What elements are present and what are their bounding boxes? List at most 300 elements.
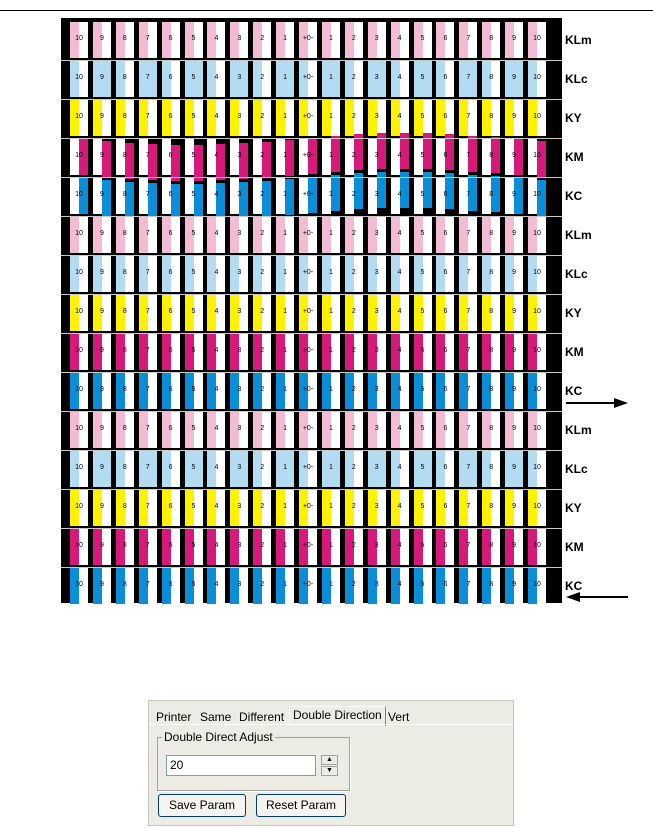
pattern-cell xyxy=(116,217,134,253)
color-row-klc xyxy=(61,61,550,97)
pattern-cell xyxy=(459,295,477,331)
pattern-cell xyxy=(368,490,386,526)
pattern-cell xyxy=(162,22,180,58)
pattern-number: 10 xyxy=(75,542,83,549)
pattern-cell xyxy=(185,412,203,448)
pattern-cell xyxy=(230,100,248,136)
pattern-cell xyxy=(414,256,432,292)
pattern-cell xyxy=(482,568,500,604)
pattern-cell xyxy=(482,373,500,409)
pattern-number: 6 xyxy=(443,191,448,198)
pattern-number: 5 xyxy=(420,464,425,471)
tab-different[interactable]: Different xyxy=(239,710,285,724)
pattern-cell xyxy=(70,373,88,409)
pattern-number: 10 xyxy=(75,308,83,315)
pattern-number: 5 xyxy=(191,269,196,276)
pattern-number: 5 xyxy=(420,269,425,276)
color-row-kc xyxy=(61,178,550,214)
pattern-cell xyxy=(414,412,432,448)
pattern-cell xyxy=(436,61,454,97)
pattern-number: 4 xyxy=(397,191,402,198)
color-label: KM xyxy=(565,540,584,554)
adjust-dialog xyxy=(148,700,514,826)
pattern-number: 7 xyxy=(466,191,471,198)
reset-param-button[interactable]: Reset Param xyxy=(256,794,346,817)
pattern-number: 9 xyxy=(512,581,517,588)
pattern-cell xyxy=(322,139,340,175)
row-separator xyxy=(61,177,562,178)
pattern-number: 10 xyxy=(75,347,83,354)
pattern-cell xyxy=(185,256,203,292)
pattern-number: 7 xyxy=(466,308,471,315)
pattern-cell xyxy=(276,100,294,136)
pattern-cell xyxy=(207,451,225,487)
pattern-cell xyxy=(162,490,180,526)
pattern-cell xyxy=(70,22,88,58)
pattern-number: 9 xyxy=(99,230,104,237)
pattern-cell xyxy=(162,217,180,253)
pattern-cell xyxy=(391,61,409,97)
pattern-number: 4 xyxy=(214,191,219,198)
pattern-number: 4 xyxy=(214,503,219,510)
pattern-number: 7 xyxy=(145,35,150,42)
pattern-cell xyxy=(162,568,180,604)
pattern-cell xyxy=(207,334,225,370)
pattern-number: 4 xyxy=(214,230,219,237)
pattern-cell xyxy=(70,490,88,526)
pattern-cell xyxy=(207,373,225,409)
pattern-cell xyxy=(230,451,248,487)
pattern-number: 5 xyxy=(420,191,425,198)
pattern-cell xyxy=(162,139,180,175)
pattern-number: 4 xyxy=(397,230,402,237)
pattern-number: 8 xyxy=(489,503,494,510)
pattern-number: 3 xyxy=(237,191,242,198)
pattern-cell xyxy=(230,139,248,175)
pattern-cell xyxy=(459,61,477,97)
pattern-cell xyxy=(459,529,477,565)
pattern-number: 8 xyxy=(122,35,127,42)
pattern-number: 8 xyxy=(122,581,127,588)
pattern-number: 8 xyxy=(489,542,494,549)
pattern-cell xyxy=(299,334,317,370)
pattern-cell xyxy=(230,178,248,214)
pattern-number: 9 xyxy=(512,191,517,198)
pattern-number: 7 xyxy=(145,74,150,81)
pattern-cell xyxy=(185,295,203,331)
pattern-cell xyxy=(436,295,454,331)
pattern-cell xyxy=(230,256,248,292)
pattern-cell xyxy=(139,451,157,487)
right-arrow-icon xyxy=(566,396,628,410)
pattern-number: 6 xyxy=(443,308,448,315)
pattern-cell xyxy=(70,568,88,604)
pattern-number: 8 xyxy=(489,386,494,393)
pattern-cell xyxy=(116,295,134,331)
pattern-number: 3 xyxy=(237,347,242,354)
pattern-cell xyxy=(391,178,409,214)
pattern-number: 2 xyxy=(351,230,356,237)
pattern-number: 6 xyxy=(168,542,173,549)
pattern-number: 1 xyxy=(283,152,288,159)
pattern-number: 4 xyxy=(397,542,402,549)
pattern-number: 9 xyxy=(99,503,104,510)
pattern-cell xyxy=(368,256,386,292)
pattern-number: 3 xyxy=(374,386,379,393)
pattern-number: 4 xyxy=(397,74,402,81)
pattern-number: 10 xyxy=(533,230,541,237)
pattern-number: 5 xyxy=(420,542,425,549)
pattern-number: 6 xyxy=(443,269,448,276)
pattern-number: 7 xyxy=(466,152,471,159)
value-spinner xyxy=(321,755,338,776)
pattern-number: 5 xyxy=(191,74,196,81)
pattern-cell xyxy=(253,451,271,487)
pattern-number: 5 xyxy=(420,35,425,42)
pattern-cell xyxy=(70,217,88,253)
pattern-number: +0- xyxy=(302,191,314,198)
color-label: KLm xyxy=(565,228,592,242)
pattern-cell xyxy=(459,373,477,409)
pattern-cell xyxy=(345,178,363,214)
pattern-number: 2 xyxy=(351,35,356,42)
pattern-cell xyxy=(116,373,134,409)
pattern-cell xyxy=(368,61,386,97)
pattern-cell xyxy=(528,568,546,604)
pattern-cell xyxy=(230,217,248,253)
pattern-cell xyxy=(93,529,111,565)
pattern-cell xyxy=(345,529,363,565)
pattern-number: 9 xyxy=(99,191,104,198)
tab-same[interactable]: Same xyxy=(200,710,232,724)
color-label: KM xyxy=(565,345,584,359)
pattern-cell xyxy=(391,100,409,136)
pattern-number: 5 xyxy=(191,35,196,42)
pattern-cell xyxy=(70,334,88,370)
pattern-cell xyxy=(276,568,294,604)
pattern-number: 7 xyxy=(145,425,150,432)
pattern-number: 4 xyxy=(214,542,219,549)
pattern-number: 10 xyxy=(75,74,83,81)
color-label: KC xyxy=(565,384,583,398)
pattern-cell xyxy=(322,178,340,214)
pattern-number: 8 xyxy=(489,464,494,471)
pattern-cell xyxy=(436,451,454,487)
pattern-number: +0- xyxy=(302,503,314,510)
pattern-number: 10 xyxy=(533,269,541,276)
pattern-number: 5 xyxy=(191,503,196,510)
pattern-number: 6 xyxy=(443,581,448,588)
pattern-cell xyxy=(93,568,111,604)
color-row-km xyxy=(61,334,550,370)
pattern-cell xyxy=(391,529,409,565)
tab-vert[interactable]: Vert xyxy=(388,710,410,724)
pattern-number: +0- xyxy=(302,35,314,42)
left-arrow-icon xyxy=(566,590,628,604)
pattern-cell xyxy=(459,22,477,58)
pattern-number: 7 xyxy=(145,581,150,588)
pattern-number: 5 xyxy=(420,113,425,120)
pattern-number: 5 xyxy=(420,425,425,432)
pattern-cell xyxy=(185,490,203,526)
pattern-number: +0- xyxy=(302,113,314,120)
pattern-number: 1 xyxy=(328,74,333,81)
pattern-cell xyxy=(436,412,454,448)
pattern-number: 4 xyxy=(397,425,402,432)
pattern-number: 3 xyxy=(237,113,242,120)
pattern-number: 5 xyxy=(191,542,196,549)
pattern-number: 5 xyxy=(191,581,196,588)
pattern-number: 9 xyxy=(512,464,517,471)
spin-down-icon[interactable]: ▼ xyxy=(321,766,338,776)
pattern-cell xyxy=(414,490,432,526)
pattern-number: 10 xyxy=(75,386,83,393)
pattern-number: 3 xyxy=(374,347,379,354)
pattern-number: 1 xyxy=(283,269,288,276)
pattern-cell xyxy=(528,451,546,487)
pattern-number: 8 xyxy=(122,113,127,120)
pattern-number: 3 xyxy=(237,386,242,393)
pattern-number: 4 xyxy=(397,386,402,393)
adjust-value-input[interactable]: 20 xyxy=(166,755,316,776)
pattern-number: 1 xyxy=(283,464,288,471)
pattern-cell xyxy=(93,334,111,370)
pattern-number: 2 xyxy=(351,425,356,432)
pattern-number: 8 xyxy=(489,581,494,588)
pattern-cell xyxy=(459,568,477,604)
pattern-number: 1 xyxy=(328,386,333,393)
pattern-cell xyxy=(528,61,546,97)
pattern-cell xyxy=(162,529,180,565)
pattern-cell xyxy=(185,61,203,97)
pattern-number: 7 xyxy=(466,74,471,81)
pattern-cell xyxy=(482,412,500,448)
pattern-number: 6 xyxy=(443,113,448,120)
pattern-cell xyxy=(414,178,432,214)
pattern-number: 1 xyxy=(328,152,333,159)
pattern-number: 6 xyxy=(443,35,448,42)
pattern-cell xyxy=(93,22,111,58)
pattern-number: 3 xyxy=(237,464,242,471)
pattern-number: 4 xyxy=(397,347,402,354)
pattern-number: 5 xyxy=(191,152,196,159)
pattern-number: 7 xyxy=(466,503,471,510)
pattern-number: +0- xyxy=(302,386,314,393)
pattern-number: 9 xyxy=(512,425,517,432)
pattern-number: 10 xyxy=(75,230,83,237)
pattern-cell xyxy=(459,490,477,526)
pattern-number: 9 xyxy=(99,386,104,393)
pattern-number: 1 xyxy=(283,74,288,81)
pattern-number: 2 xyxy=(351,152,356,159)
pattern-number: 8 xyxy=(489,308,494,315)
pattern-cell xyxy=(436,178,454,214)
pattern-number: 2 xyxy=(351,542,356,549)
pattern-cell xyxy=(299,373,317,409)
pattern-number: 2 xyxy=(351,308,356,315)
pattern-cell xyxy=(322,373,340,409)
pattern-number: 10 xyxy=(533,74,541,81)
pattern-cell xyxy=(276,256,294,292)
pattern-cell xyxy=(70,451,88,487)
pattern-cell xyxy=(505,256,523,292)
pattern-cell xyxy=(482,139,500,175)
pattern-number: 8 xyxy=(489,347,494,354)
tab-printer[interactable]: Printer xyxy=(156,710,192,724)
pattern-cell xyxy=(116,334,134,370)
pattern-number: 9 xyxy=(512,113,517,120)
pattern-cell xyxy=(253,295,271,331)
tab-double-direction[interactable]: Double Direction xyxy=(289,706,386,726)
pattern-cell xyxy=(116,412,134,448)
pattern-number: 1 xyxy=(328,425,333,432)
row-separator xyxy=(61,489,562,490)
pattern-cell xyxy=(139,295,157,331)
pattern-cell xyxy=(505,451,523,487)
pattern-cell xyxy=(207,61,225,97)
pattern-number: 10 xyxy=(533,386,541,393)
save-param-button[interactable]: Save Param xyxy=(158,794,246,817)
pattern-cell xyxy=(482,490,500,526)
spin-up-icon[interactable]: ▲ xyxy=(321,755,338,765)
pattern-number: 7 xyxy=(466,35,471,42)
pattern-cell xyxy=(139,100,157,136)
pattern-cell xyxy=(505,529,523,565)
pattern-number: 10 xyxy=(75,503,83,510)
pattern-cell xyxy=(391,490,409,526)
pattern-cell xyxy=(505,412,523,448)
pattern-number: 2 xyxy=(351,347,356,354)
pattern-number: +0- xyxy=(302,152,314,159)
pattern-number: 1 xyxy=(328,113,333,120)
pattern-number: 8 xyxy=(489,152,494,159)
pattern-cell xyxy=(93,178,111,214)
color-label: KLc xyxy=(565,72,588,86)
pattern-number: 8 xyxy=(122,308,127,315)
pattern-cell xyxy=(207,217,225,253)
pattern-number: 5 xyxy=(420,230,425,237)
pattern-cell xyxy=(482,529,500,565)
row-separator xyxy=(61,372,562,373)
pattern-cell xyxy=(299,217,317,253)
pattern-cell xyxy=(345,256,363,292)
pattern-cell xyxy=(345,295,363,331)
color-row-klc xyxy=(61,451,550,487)
pattern-number: 1 xyxy=(328,581,333,588)
pattern-number: 3 xyxy=(374,581,379,588)
pattern-number: 6 xyxy=(443,425,448,432)
pattern-cell xyxy=(139,334,157,370)
pattern-number: 7 xyxy=(466,581,471,588)
pattern-number: 2 xyxy=(351,191,356,198)
pattern-cell xyxy=(253,373,271,409)
pattern-cell xyxy=(528,139,546,175)
pattern-cell xyxy=(162,412,180,448)
pattern-number: 6 xyxy=(443,152,448,159)
pattern-number: 7 xyxy=(145,152,150,159)
pattern-cell xyxy=(116,100,134,136)
pattern-number: 8 xyxy=(122,425,127,432)
pattern-cell xyxy=(116,529,134,565)
pattern-cell xyxy=(322,490,340,526)
pattern-number: 6 xyxy=(168,347,173,354)
pattern-cell xyxy=(139,529,157,565)
pattern-number: 4 xyxy=(397,308,402,315)
pattern-cell xyxy=(414,139,432,175)
pattern-cell xyxy=(391,22,409,58)
pattern-number: 5 xyxy=(420,503,425,510)
pattern-number: 3 xyxy=(374,425,379,432)
color-row-klm xyxy=(61,22,550,58)
pattern-cell xyxy=(93,412,111,448)
pattern-cell xyxy=(528,217,546,253)
pattern-number: 9 xyxy=(512,269,517,276)
pattern-cell xyxy=(345,334,363,370)
pattern-number: 7 xyxy=(466,425,471,432)
pattern-number: 6 xyxy=(443,386,448,393)
pattern-cell xyxy=(322,100,340,136)
pattern-number: 9 xyxy=(99,347,104,354)
pattern-number: 3 xyxy=(374,230,379,237)
pattern-cell xyxy=(185,334,203,370)
color-row-kc xyxy=(61,568,550,604)
pattern-cell xyxy=(528,100,546,136)
pattern-cell xyxy=(368,100,386,136)
pattern-number: 7 xyxy=(466,230,471,237)
pattern-cell xyxy=(276,412,294,448)
pattern-cell xyxy=(162,178,180,214)
pattern-number: 3 xyxy=(237,542,242,549)
color-label: KLc xyxy=(565,462,588,476)
pattern-cell xyxy=(414,61,432,97)
pattern-number: 4 xyxy=(214,581,219,588)
pattern-cell xyxy=(93,295,111,331)
pattern-number: 8 xyxy=(489,35,494,42)
pattern-number: 4 xyxy=(214,347,219,354)
pattern-cell xyxy=(391,451,409,487)
pattern-number: 2 xyxy=(260,308,265,315)
pattern-number: 7 xyxy=(145,113,150,120)
pattern-number: 1 xyxy=(328,308,333,315)
pattern-cell xyxy=(528,490,546,526)
pattern-cell xyxy=(185,22,203,58)
pattern-cell xyxy=(345,100,363,136)
pattern-cell xyxy=(482,295,500,331)
pattern-number: 5 xyxy=(191,425,196,432)
pattern-cell xyxy=(322,295,340,331)
pattern-number: 10 xyxy=(533,152,541,159)
pattern-cell xyxy=(207,178,225,214)
pattern-number: 9 xyxy=(512,542,517,549)
pattern-number: 10 xyxy=(75,152,83,159)
row-separator xyxy=(61,99,562,100)
pattern-cell xyxy=(368,178,386,214)
row-separator xyxy=(61,528,562,529)
pattern-number: 9 xyxy=(99,269,104,276)
pattern-cell xyxy=(230,529,248,565)
pattern-number: 2 xyxy=(351,74,356,81)
pattern-number: 10 xyxy=(533,191,541,198)
pattern-cell xyxy=(459,217,477,253)
color-row-ky xyxy=(61,490,550,526)
pattern-number: 6 xyxy=(168,35,173,42)
pattern-number: 10 xyxy=(533,35,541,42)
pattern-cell xyxy=(368,412,386,448)
pattern-cell xyxy=(276,22,294,58)
pattern-number: 6 xyxy=(168,230,173,237)
pattern-cell xyxy=(185,529,203,565)
pattern-cell xyxy=(139,22,157,58)
